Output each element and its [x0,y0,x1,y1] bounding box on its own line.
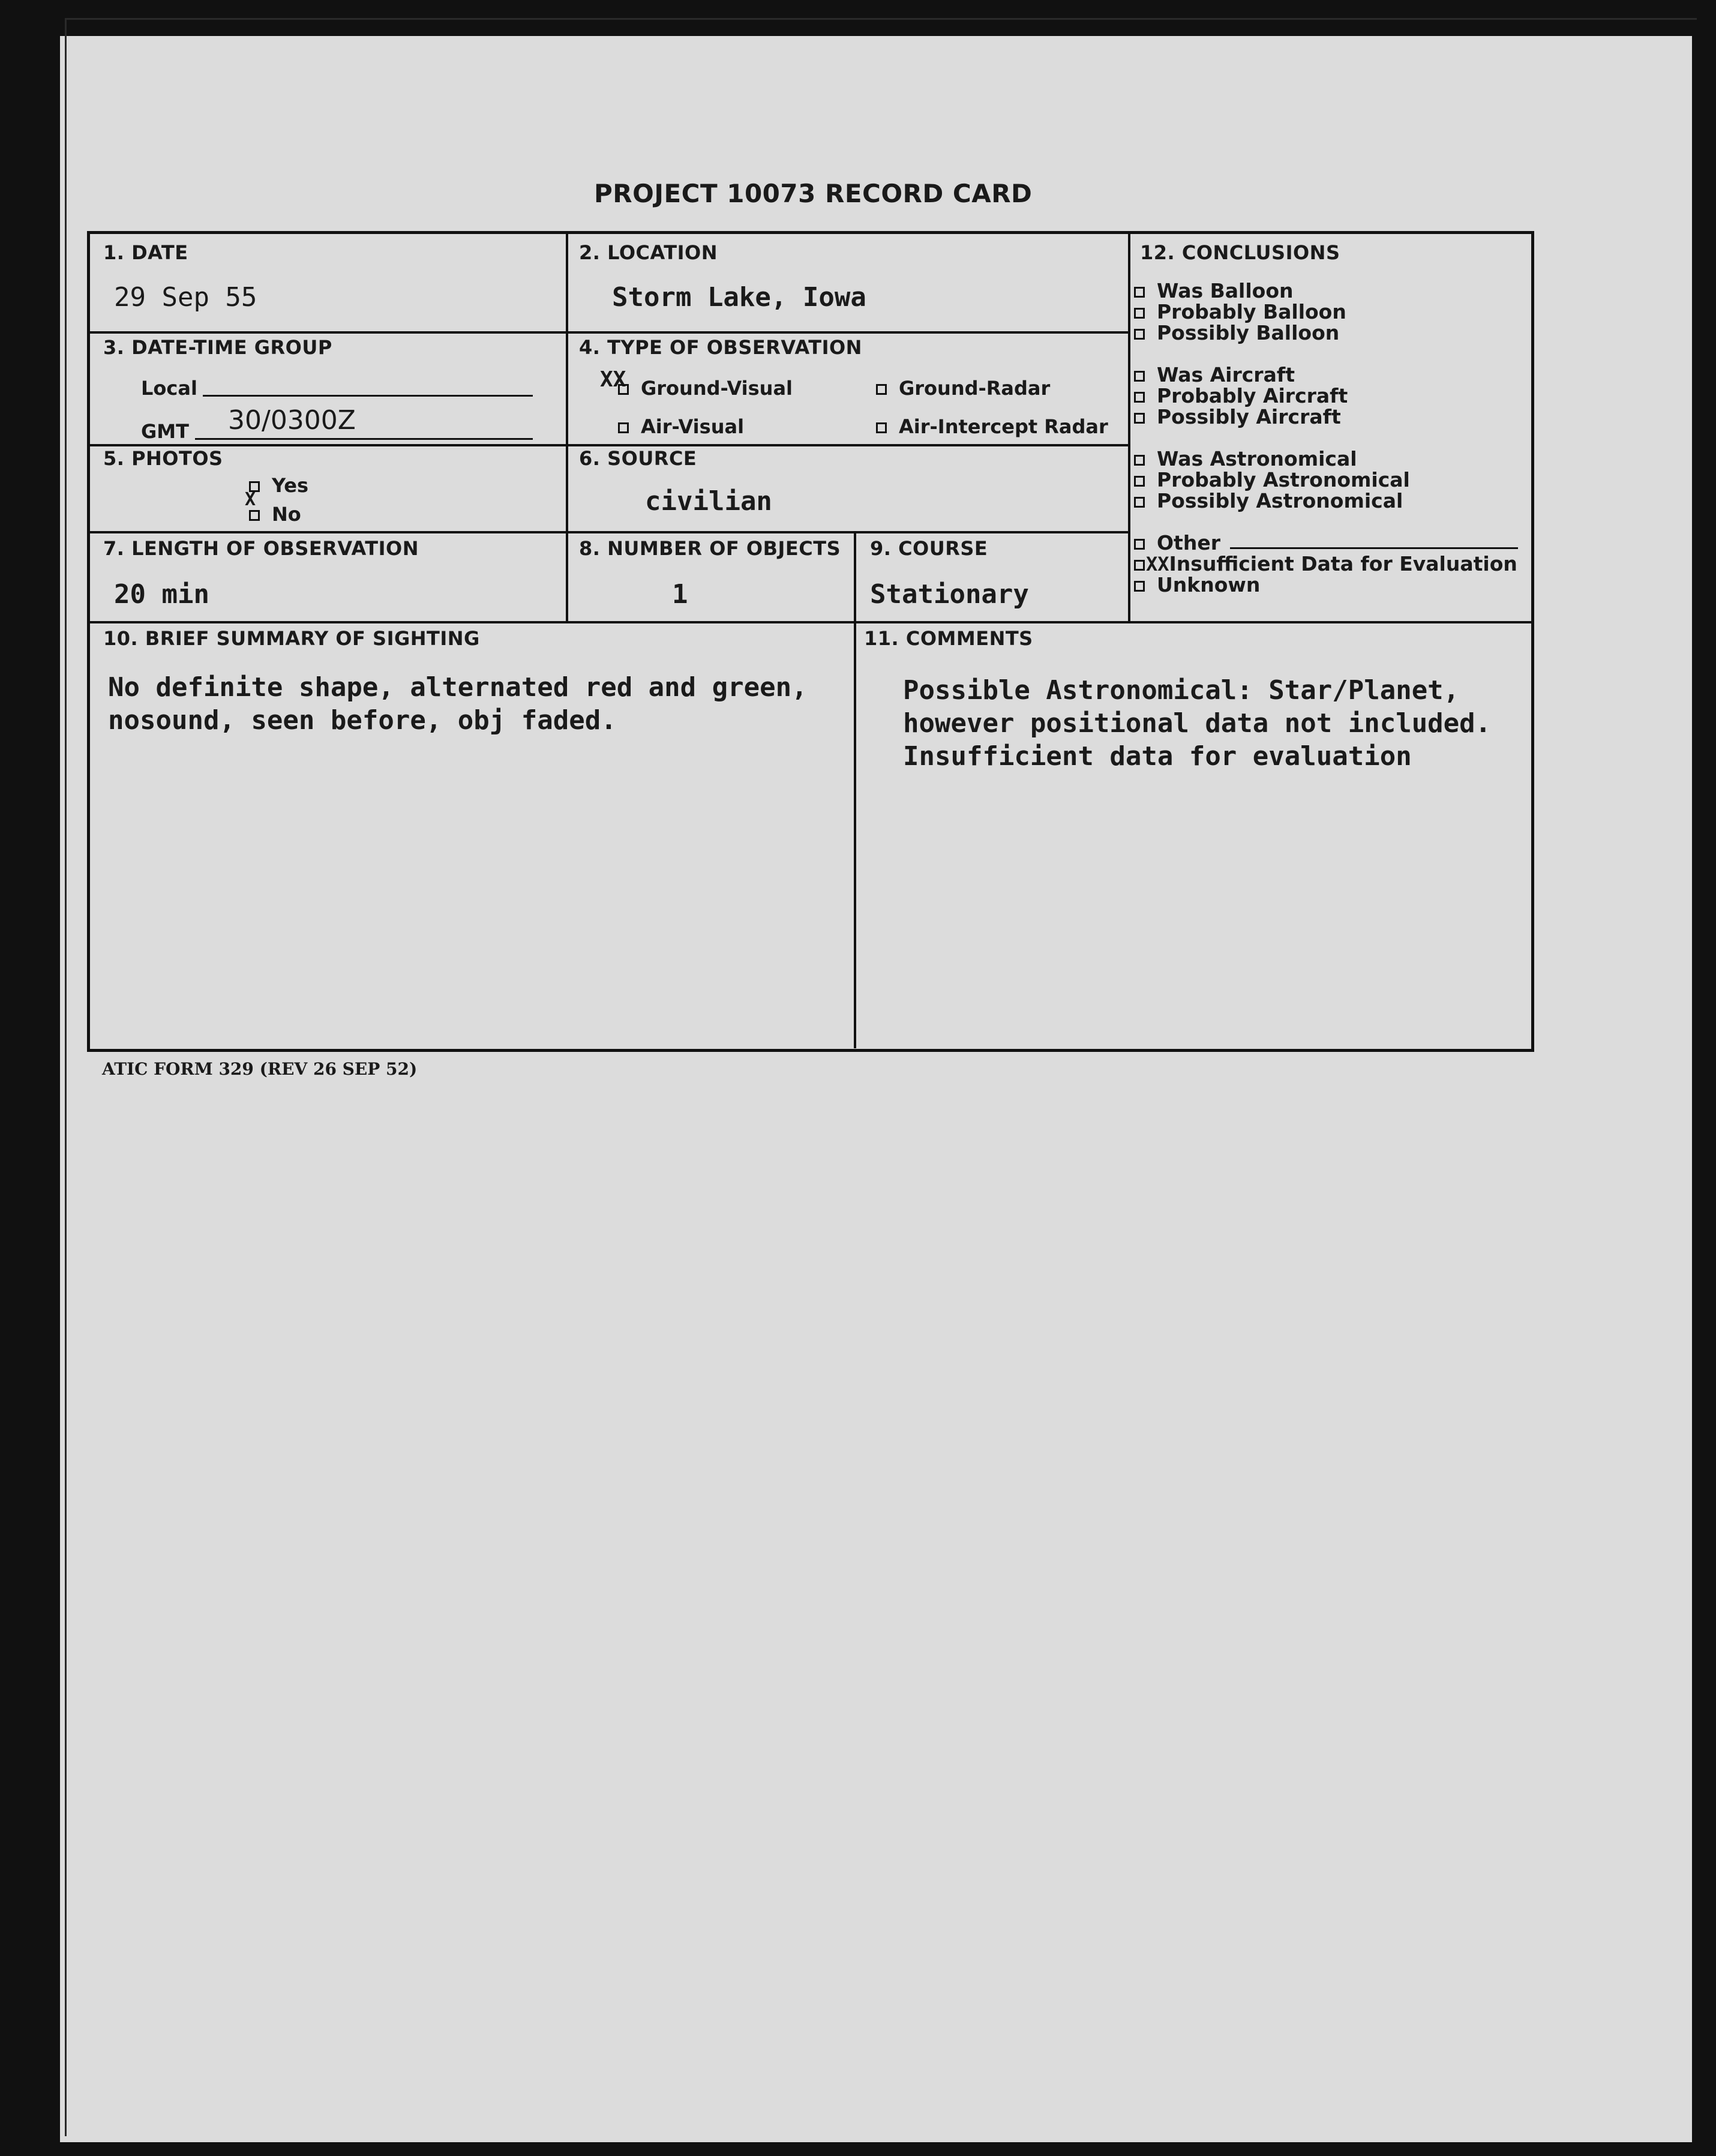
conclusion-probably-balloon: Probably Balloon [1134,300,1346,323]
film-border-left [0,0,60,2156]
location-value: Storm Lake, Iowa [612,282,866,313]
length-label: 7. LENGTH OF OBSERVATION [103,537,419,560]
row-divider-1 [90,331,1130,334]
local-label: Local [141,377,197,400]
unknown-checkbox[interactable] [1134,581,1145,592]
comments-line-1: Possible Astronomical: Star/Planet, [903,675,1460,706]
was-aircraft-checkbox[interactable] [1134,371,1145,382]
location-label: 2. LOCATION [579,241,718,264]
photos-yes-option: Yes [249,474,308,497]
other-line [1230,547,1518,549]
comments-line-2: however positional data not included. [903,708,1492,739]
air-visual-checkbox[interactable] [618,422,629,433]
form-footer: ATIC FORM 329 (REV 26 SEP 52) [102,1059,418,1079]
photos-no-option: No [249,503,301,526]
ground-radar-checkbox[interactable] [876,384,887,395]
summary-line-1: No definite shape, alternated red and green, [108,672,808,703]
photos-label: 5. PHOTOS [103,447,223,470]
conclusion-other: Other [1134,531,1220,554]
ground-visual-checkbox[interactable] [618,384,629,395]
ground-visual-mark: XX [600,367,626,392]
col-divider-2 [1128,234,1130,621]
ground-visual-option: Ground-Visual [618,377,793,400]
course-value: Stationary [870,579,1029,610]
record-card [87,231,1534,1052]
was-balloon-checkbox[interactable] [1134,287,1145,298]
row-divider-4 [90,621,1531,623]
insufficient-data-checkbox[interactable] [1134,560,1145,571]
objects-label: 8. NUMBER OF OBJECTS [579,537,841,560]
row-divider-3 [90,531,1130,533]
conclusion-possibly-astronomical: Possibly Astronomical [1134,489,1403,512]
gmt-label: GMT [141,420,189,443]
length-value: 20 min [114,579,209,610]
objects-value: 1 [672,579,688,610]
conclusion-possibly-balloon: Possibly Balloon [1134,321,1339,344]
conclusion-possibly-aircraft: Possibly Aircraft [1134,405,1341,428]
page-title: PROJECT 10073 RECORD CARD [594,179,1033,208]
conclusion-was-aircraft: Was Aircraft [1134,363,1295,386]
conclusions-label: 12. CONCLUSIONS [1140,241,1340,264]
observation-type-label: 4. TYPE OF OBSERVATION [579,336,862,359]
dtg-label: 3. DATE-TIME GROUP [103,336,332,359]
conclusion-unknown: Unknown [1134,573,1260,596]
possibly-astronomical-checkbox[interactable] [1134,497,1145,508]
local-line [203,395,533,397]
date-label: 1. DATE [103,241,188,264]
source-value: civilian [645,486,772,517]
conclusion-probably-astronomical: Probably Astronomical [1134,468,1410,491]
conclusion-was-astronomical: Was Astronomical [1134,447,1357,470]
conclusion-probably-aircraft: Probably Aircraft [1134,384,1348,407]
insufficient-data-mark: XX [1146,553,1169,575]
photos-no-mark: X [245,489,256,510]
comments-line-3: Insufficient data for evaluation [903,741,1412,772]
possibly-balloon-checkbox[interactable] [1134,329,1145,340]
gmt-line [195,438,533,440]
probably-balloon-checkbox[interactable] [1134,308,1145,319]
summary-label: 10. BRIEF SUMMARY OF SIGHTING [103,627,480,650]
conclusion-was-balloon: Was Balloon [1134,279,1294,302]
photos-no-checkbox[interactable] [249,510,260,521]
air-visual-option: Air-Visual [618,415,744,438]
col-divider-1 [566,234,568,621]
summary-line-2: nosound, seen before, obj faded. [108,705,617,736]
course-label: 9. COURSE [870,537,988,560]
air-intercept-radar-option: Air-Intercept Radar [876,415,1108,438]
gmt-value: 30/0300Z [228,405,356,436]
was-astronomical-checkbox[interactable] [1134,455,1145,466]
comments-label: 11. COMMENTS [864,627,1033,650]
col-divider-3 [854,532,856,1048]
date-value: 29 Sep 55 [114,282,257,313]
row-divider-2 [90,444,1130,446]
film-border-top [0,0,1716,36]
probably-astronomical-checkbox[interactable] [1134,476,1145,487]
air-intercept-radar-checkbox[interactable] [876,422,887,433]
source-label: 6. SOURCE [579,447,697,470]
possibly-aircraft-checkbox[interactable] [1134,413,1145,424]
conclusion-insufficient-data: XXInsufficient Data for Evaluation [1134,552,1517,575]
ground-radar-option: Ground-Radar [876,377,1050,400]
probably-aircraft-checkbox[interactable] [1134,392,1145,403]
other-checkbox[interactable] [1134,539,1145,550]
